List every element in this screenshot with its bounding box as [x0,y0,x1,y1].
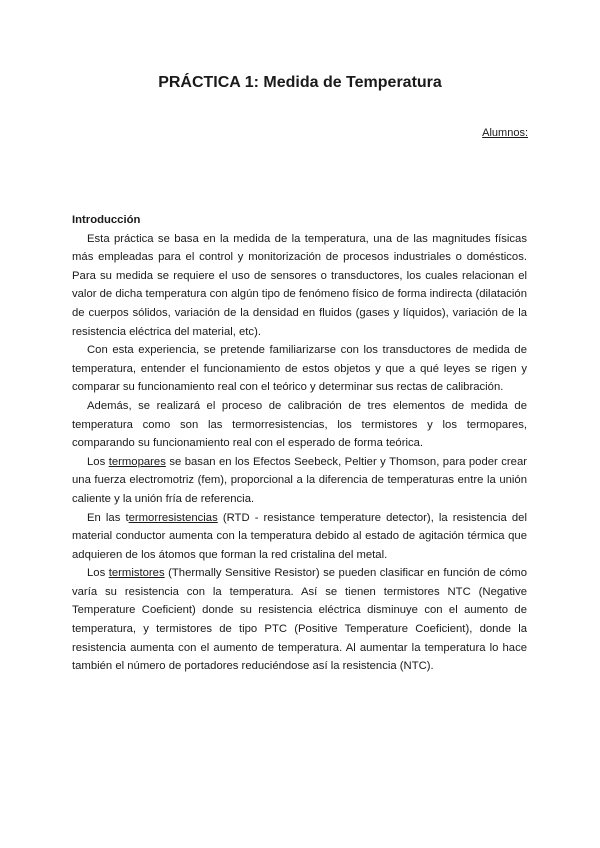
alumnos-label: Alumnos: [482,127,528,139]
paragraph-5-lead: En las t [87,511,129,524]
paragraph-6 [72,564,527,676]
paragraph-4-body: se basan en los Efectos Seebeck, Peltier y Thomson, para poder crear una fuerza electromotriz (fem), proporcional a la diferencia de temperaturas entre la unión caliente y la unión fría de referencia. [72,455,528,505]
paragraph-6-lead: Los [87,567,109,580]
paragraph-4-lead: Los [87,455,109,468]
section-heading: Introducción [72,214,141,226]
paragraph-6-body: (Thermally Sensitive Resistor) se pueden clasificar en función de cómo varía su resistencia con la temperatura. Así se tienen termistores NTC (Negative Temperature Coeficient) donde su resistencia eléctrica disminuye con el aumento de temperatura, y termistores de tipo PTC (Positive Temperature Coeficient), donde la resistencia aumenta con el aumento de temperatura. Al aumentar la temperatura lo hace también el número de portadores reduciéndose así la resistencia (NTC). [72,567,527,673]
paragraph-4 [72,453,527,509]
paragraph-1: Esta práctica se basa en la medida de la temperatura, una de las magnitudes físicas más empleadas para el control y monitorización de procesos industriales o domésticos. Para su medida se requiere el uso de sensores o transductores, los cuales relacionan el valor de dicha temperatura con algún tipo de fenómeno físico de forma indirecta (dilatación de cuerpos sólidos, variación de la densidad en fluidos (gases y líquidos), variación de la resistencia eléctrica del material, etc). [72,232,527,338]
paragraph-2: Con esta experiencia, se pretende familiarizarse con los transductores de medida de temperatura, entender el funcionamiento de estos objetos y que a qué leyes se rigen y comparar su funcionamiento real con el teórico y determinar sus rectas de calibración. [72,344,527,394]
paragraph-5 [72,509,527,565]
term-termistores: termistores [108,567,165,580]
term-termopares: termopares [108,455,166,468]
paragraph-3: Además, se realizará el proceso de calibración de tres elementos de medida de temperatura como son las termorresistencias, los termistores y los termopares, comparando su funcionamiento real con el esperado de forma teórica. [72,399,527,450]
term-termorresistencias: ermorresistencias [128,511,218,524]
page-title: PRÁCTICA 1: Medida de Temperatura [158,74,442,91]
introduction-section [72,211,527,676]
paragraph-5-body: (RTD - resistance temperature detector), la resistencia del material conductor aumenta con la temperatura debido al estado de agitación térmica que adquieren de los átomos que forman la red cristalina del metal. [72,511,527,561]
